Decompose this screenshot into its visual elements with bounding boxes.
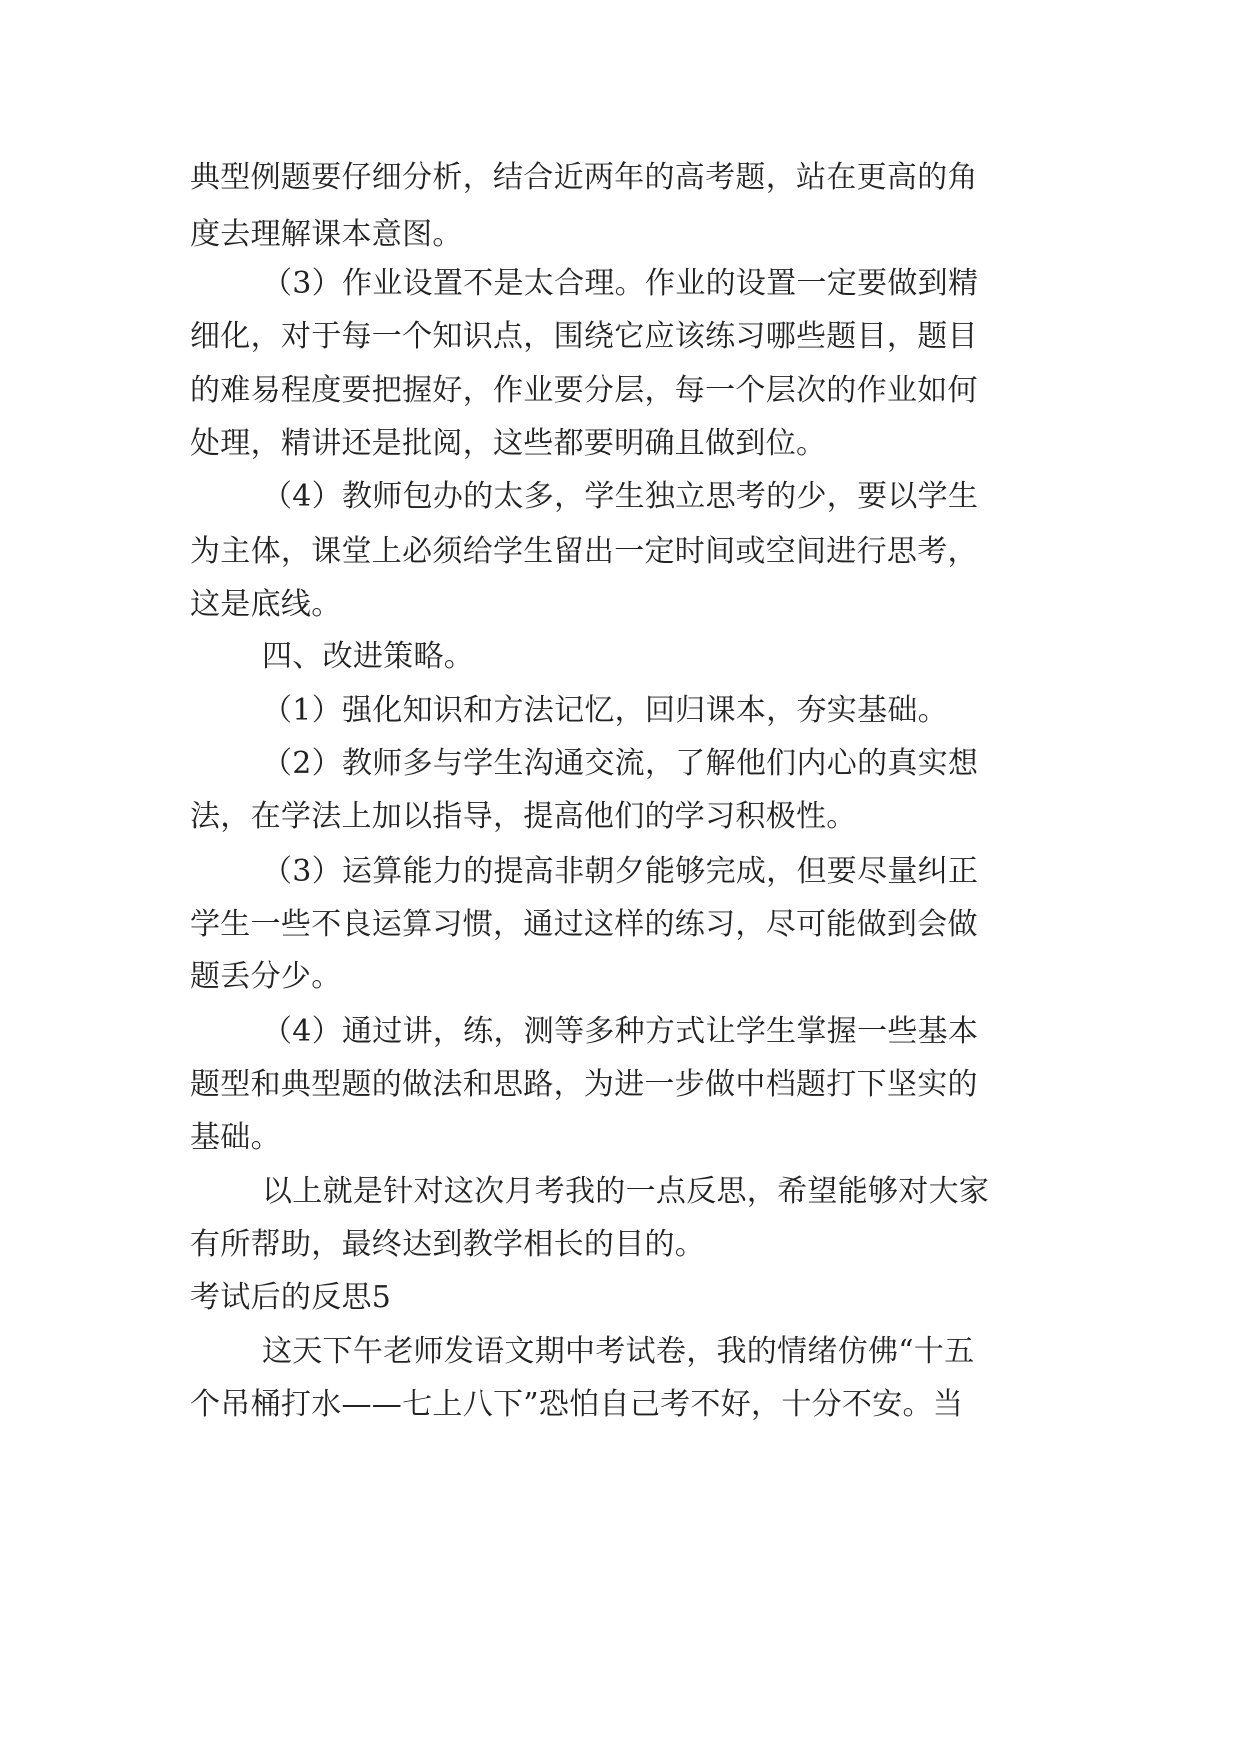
paragraph-line: 处理，精讲还是批阅，这些都要明确且做到位。 <box>190 426 827 461</box>
paragraph-line: 的难易程度要把握好，作业要分层，每一个层次的作业如何 <box>190 373 978 408</box>
paragraph-line: （3）运算能力的提高非朝夕能够完成，但要尽量纠正 <box>262 854 979 889</box>
paragraph-line: 这天下午老师发语文期中考试卷，我的情绪仿佛“十五 <box>262 1334 975 1369</box>
section-heading: 四、改进策略。 <box>262 639 475 674</box>
paragraph-line: 题型和典型题的做法和思路，为进一步做中档题打下坚实的 <box>190 1067 978 1102</box>
paragraph-line: 为主体，课堂上必须给学生留出一定时间或空间进行思考， <box>190 534 978 569</box>
paragraph-line: 题丢分少。 <box>190 959 342 994</box>
paragraph-line: （3）作业设置不是太合理。作业的设置一定要做到精 <box>262 266 979 301</box>
article-title: 考试后的反思5 <box>190 1280 392 1315</box>
paragraph-line: 度去理解课本意图。 <box>190 217 463 252</box>
paragraph-line: 细化，对于每一个知识点，围绕它应该练习哪些题目，题目 <box>190 319 978 354</box>
paragraph-line: 这是底线。 <box>190 587 342 622</box>
paragraph-line: 以上就是针对这次月考我的一点反思，希望能够对大家 <box>262 1174 990 1209</box>
paragraph-line: （4）教师包办的太多，学生独立思考的少，要以学生 <box>262 479 979 514</box>
paragraph-line: （4）通过讲，练，测等多种方式让学生掌握一些基本 <box>262 1014 979 1049</box>
paragraph-line: （1）强化知识和方法记忆，回归课本，夯实基础。 <box>262 693 948 728</box>
paragraph-line: （2）教师多与学生沟通交流，了解他们内心的真实想 <box>262 746 979 781</box>
paragraph-line: 基础。 <box>190 1120 281 1155</box>
paragraph-line: 有所帮助，最终达到教学相长的目的。 <box>190 1227 706 1262</box>
paragraph-line: 典型例题要仔细分析，结合近两年的高考题，站在更高的角 <box>190 160 978 195</box>
paragraph-line: 个吊桶打水——七上八下”恐怕自己考不好，十分不安。当 <box>190 1387 964 1422</box>
paragraph-line: 学生一些不良运算习惯，通过这样的练习，尽可能做到会做 <box>190 907 978 942</box>
paragraph-line: 法，在学法上加以指导，提高他们的学习积极性。 <box>190 799 857 834</box>
